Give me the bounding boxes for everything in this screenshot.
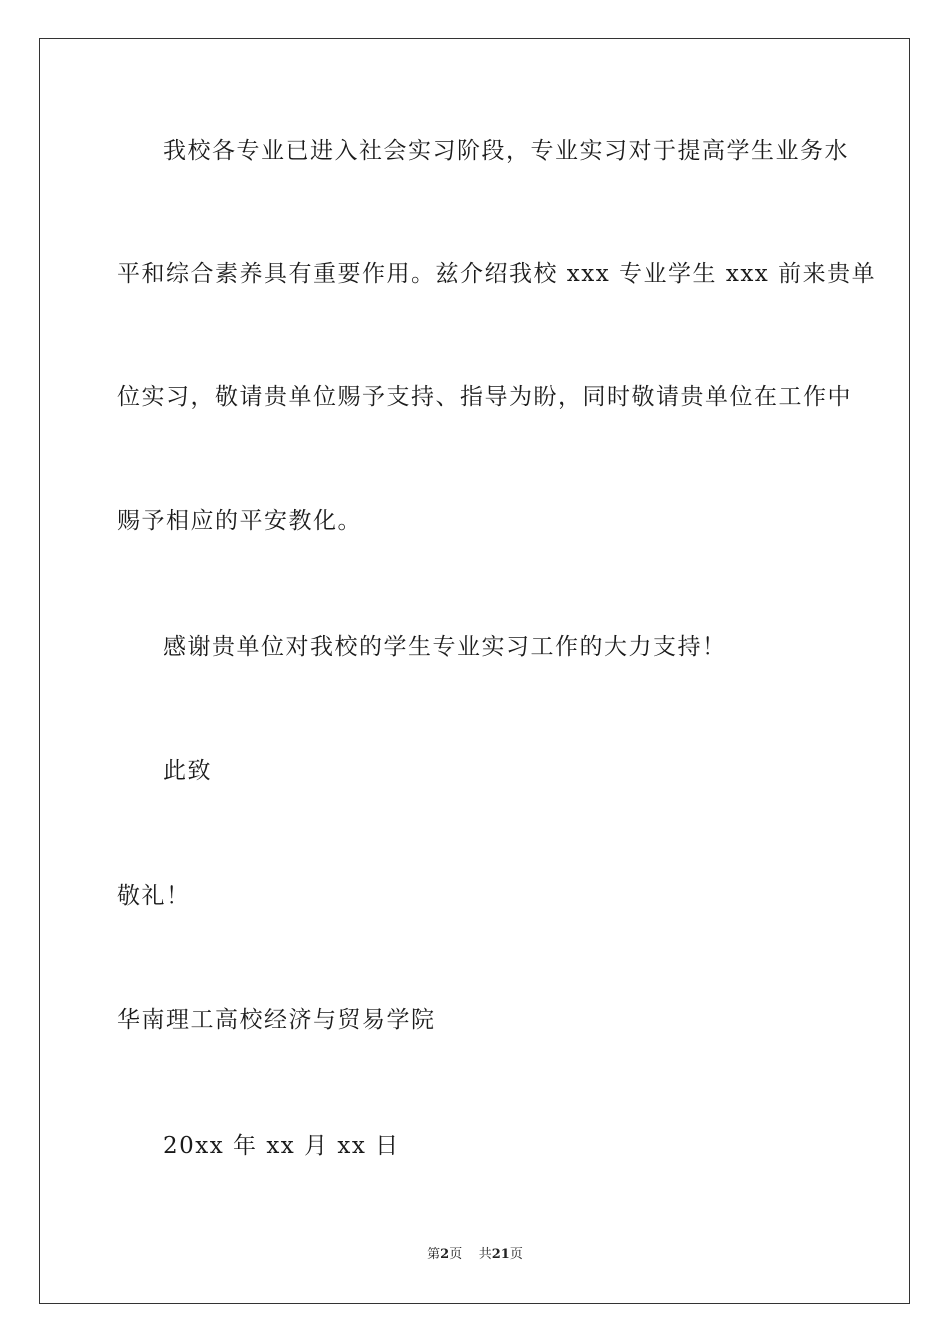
page-border (39, 38, 910, 1304)
paragraph-1-line-2: 平和综合素养具有重要作用。兹介绍我校 xxx 专业学生 xxx 前来贵单 (117, 261, 877, 287)
signature-organization: 华南理工高校经济与贸易学院 (117, 1007, 436, 1033)
footer-page-total: 21 (491, 1247, 510, 1262)
page-footer (0, 1246, 950, 1264)
paragraph-1-line-1: 我校各专业已进入社会实习阶段，专业实习对于提高学生业务水 (163, 138, 849, 164)
footer-total-suffix: 页 (509, 1247, 523, 1262)
paragraph-1-line-3: 位实习，敬请贵单位赐予支持、指导为盼，同时敬请贵单位在工作中 (117, 384, 852, 410)
paragraph-1-line-4: 赐予相应的平安教化。 (117, 508, 362, 534)
footer-page-suffix: 页 (449, 1247, 463, 1262)
signature-date: 20xx 年 xx 月 xx 日 (163, 1133, 400, 1159)
footer-total-prefix: 共 (478, 1247, 492, 1262)
closing-regards: 敬礼！ (117, 883, 191, 909)
footer-page-current: 2 (440, 1247, 450, 1262)
closing-salutation: 此致 (163, 758, 212, 784)
thanks-line: 感谢贵单位对我校的学生专业实习工作的大力支持！ (163, 634, 727, 660)
footer-page-prefix: 第 (427, 1247, 441, 1262)
